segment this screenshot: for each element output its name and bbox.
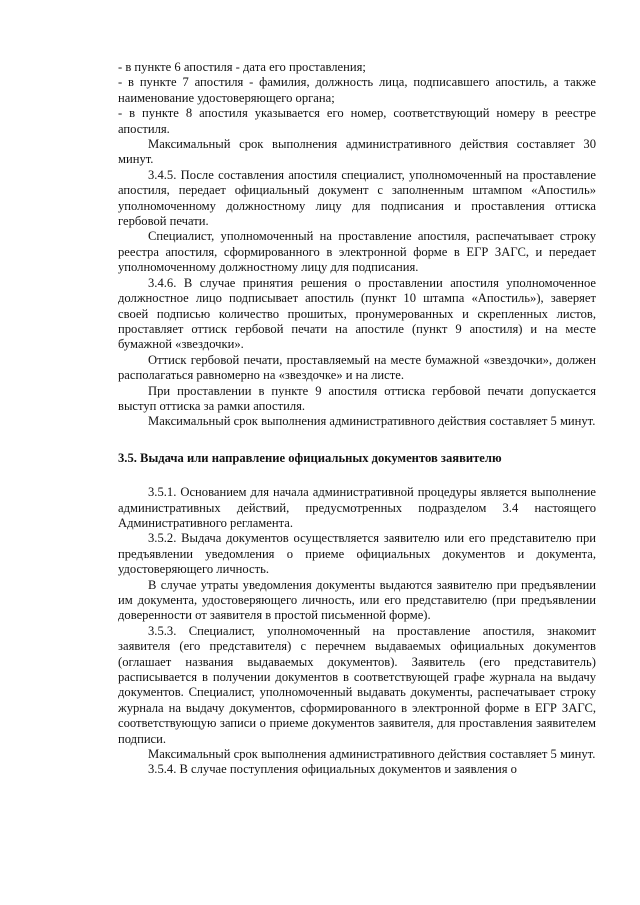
paragraph-max-time-5-a: Максимальный срок выполнения административного действия составляет 5 минут. — [148, 414, 596, 429]
paragraph-max-time-5-b: Максимальный срок выполнения административного действия составляет 5 минут. — [148, 747, 596, 762]
paragraph-max-time-30: Максимальный срок выполнения административного действия составляет 30 минут. — [118, 137, 596, 167]
paragraph-3-5-2: 3.5.2. Выдача документов осуществляется заявителю или его представителю при предъявлении уведомления о приеме официальных документов и документа, удостоверяющего личность. — [118, 531, 596, 577]
section-heading-3-5: 3.5. Выдача или направление официальных документов заявителю — [118, 450, 502, 465]
paragraph-3-4-5: 3.4.5. После составления апостиля специалист, уполномоченный на проставление апостиля, передает официальный документ с заполненным штампом «Апостиль» уполномоченному должностному лицу для подписания и проставления оттиска гербовой печати. — [118, 167, 596, 229]
paragraph-seal-star: Оттиск гербовой печати, проставляемый на месте бумажной «звездочки», должен располагаться равномерно на «звездочке» и на листе. — [118, 352, 596, 383]
paragraph-seal-overlap: При проставлении в пункте 9 апостиля оттиска гербовой печати допускается выступ оттиска за рамки апостиля. — [118, 383, 596, 413]
paragraph-3-5-1: 3.5.1. Основанием для начала административной процедуры является выполнение административных действий, предусмотренных подразделом 3.4 настоящего Административного регламента. — [118, 485, 596, 530]
paragraph-item-6: - в пункте 6 апостиля - дата его проставления; — [118, 60, 366, 74]
paragraph-item-7: - в пункте 7 апостиля - фамилия, должность лица, подписавшего апостиль, а также наименование удостоверяющего органа; — [118, 75, 596, 105]
paragraph-item-8: - в пункте 8 апостиля указывается его номер, соответствующий номеру в реестре апостиля. — [118, 106, 596, 136]
spacer — [118, 430, 596, 451]
paragraph-3-5-4: 3.5.4. В случае поступления официальных документов и заявления о — [148, 762, 517, 777]
spacer — [118, 466, 596, 485]
paragraph-print-registry-row: Специалист, уполномоченный на проставление апостиля, распечатывает строку реестра апостиля, сформированного в электронной форме в ЕГР ЗАГС, и передает уполномоченному должностному лицу для подписания. — [118, 229, 596, 275]
paragraph-lost-notice: В случае утраты уведомления документы выдаются заявителю при предъявлении им документа, удостоверяющего личность, или его представителю (при предъявлении доверенности от заявителя в простой письменной форме). — [118, 577, 596, 623]
paragraph-3-4-6: 3.4.6. В случае принятия решения о проставлении апостиля уполномоченное должностное лицо подписывает апостиль (пункт 10 штампа «Апостиль»), заверяет своей подписью количество прошитых, пронумерованных и скрепленных листов, проставляет оттиск гербовой печати на апостиле (пункт 9 апостиля) и на месте бумажной «звездочки». — [118, 275, 596, 352]
document-page — [118, 60, 596, 778]
paragraph-3-5-3: 3.5.3. Специалист, уполномоченный на проставление апостиля, знакомит заявителя (его представителя) с перечнем выдаваемых официальных документов (оглашает названия выдаваемых документов). Заявитель (его представитель) расписывается в получении документов в соответствующей графе журнала на выдачу документов. Специалист, уполномоченный выдавать документы, распечатывает строку журнала на выдачу документов, сформированного в электронной форме в ЕГР ЗАГС, соответствующую записи о приеме документов заявителя, для проставления заявителем подписи. — [118, 623, 596, 746]
